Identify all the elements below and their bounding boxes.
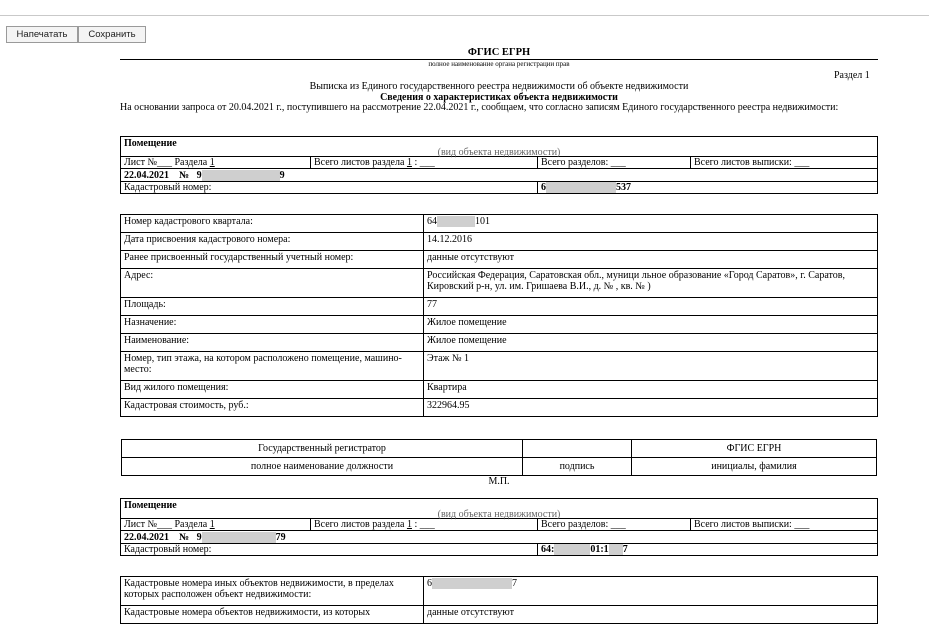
save-button[interactable]: Сохранить xyxy=(78,26,146,43)
table-row: Площадь: 77 xyxy=(121,298,878,316)
table-row: Адрес: Российская Федерация, Саратовская обл., муници льное образование «Город Саратов», г. Саратов, Кировский р-н, ул. им. Гришаева В.И., д. № , кв. № ) xyxy=(121,269,878,298)
cadastral-number-label: Кадастровый номер: xyxy=(121,544,538,556)
print-button[interactable]: Напечатать xyxy=(6,26,78,43)
table-row: Кадастровая стоимость, руб.: 322964.95 xyxy=(121,399,878,417)
object-header-table-2 xyxy=(120,498,878,556)
table-row: Номер кадастрового квартала: 64 101 xyxy=(121,215,878,233)
cadastral-number-label: Кадастровый номер: xyxy=(121,182,538,194)
total-sections: Всего разделов: ___ xyxy=(538,519,691,531)
initials-label: инициалы, фамилия xyxy=(632,458,877,476)
cadastral-number-value: 6 537 xyxy=(538,182,878,194)
object-header-table xyxy=(120,136,878,194)
registry-title: ФГИС ЕГРН xyxy=(467,47,531,58)
registrar-org: ФГИС ЕГРН xyxy=(632,440,877,458)
stamp-place: М.П. xyxy=(488,476,510,487)
object-type-hint: (вид объекта недвижимости) xyxy=(121,149,878,157)
object-type: Помещение xyxy=(121,499,878,512)
table-row: Вид жилого помещения: Квартира xyxy=(121,381,878,399)
sign-label: подпись xyxy=(523,458,632,476)
properties-table xyxy=(120,214,878,417)
sheet-number: Лист №___ Раздела 1 xyxy=(121,519,311,531)
registry-subtitle: полное наименование органа регистрации прав xyxy=(428,60,570,68)
cadastral-number-value: 64: 01:1 7 xyxy=(538,544,878,556)
date-number: 22.04.2021 № 9 79 xyxy=(121,531,878,544)
position-label: полное наименование должности xyxy=(122,458,523,476)
properties-table-2 xyxy=(120,576,878,624)
total-extract-sheets: Всего листов выписки: ___ xyxy=(691,157,878,169)
table-row: Ранее присвоенный государственный учетный номер: данные отсутствуют xyxy=(121,251,878,269)
total-extract-sheets: Всего листов выписки: ___ xyxy=(691,519,878,531)
registrar-title: Государственный регистратор xyxy=(122,440,523,458)
sheet-number: Лист №___ Раздела 1 xyxy=(121,157,311,169)
table-row: Назначение: Жилое помещение xyxy=(121,316,878,334)
table-row: Наименование: Жилое помещение xyxy=(121,334,878,352)
signature-cell xyxy=(523,440,632,458)
signature-table xyxy=(121,439,877,476)
object-type: Помещение xyxy=(121,137,878,150)
table-row: Кадастровые номера иных объектов недвижимости, в пределах которых расположен объект недвижимости: 6 7 xyxy=(121,577,878,606)
table-row: Дата присвоения кадастрового номера: 14.12.2016 xyxy=(121,233,878,251)
total-sheets: Всего листов раздела 1 : ___ xyxy=(311,157,538,169)
object-type-hint: (вид объекта недвижимости) xyxy=(121,511,878,519)
document-title: Выписка из Единого государственного реестра недвижимости об объекте недвижимости xyxy=(309,81,689,92)
table-row: Кадастровые номера объектов недвижимости, из которых данные отсутствуют xyxy=(121,606,878,624)
table-row: Номер, тип этажа, на котором расположено помещение, машино-место: Этаж № 1 xyxy=(121,352,878,381)
intro-text: На основании запроса от 20.04.2021 г., поступившего на рассмотрение 22.04.2021 г., сообщаем, что согласно записям Единого государственного реестра недвижимости: xyxy=(120,102,839,113)
date-number: 22.04.2021 № 9 9 xyxy=(121,169,878,182)
total-sheets: Всего листов раздела 1 : ___ xyxy=(311,519,538,531)
top-divider xyxy=(0,15,929,16)
section-label: Раздел 1 xyxy=(834,70,870,81)
document-subtitle: Сведения о характеристиках объекта недвижимости xyxy=(380,92,618,103)
total-sections: Всего разделов: ___ xyxy=(538,157,691,169)
